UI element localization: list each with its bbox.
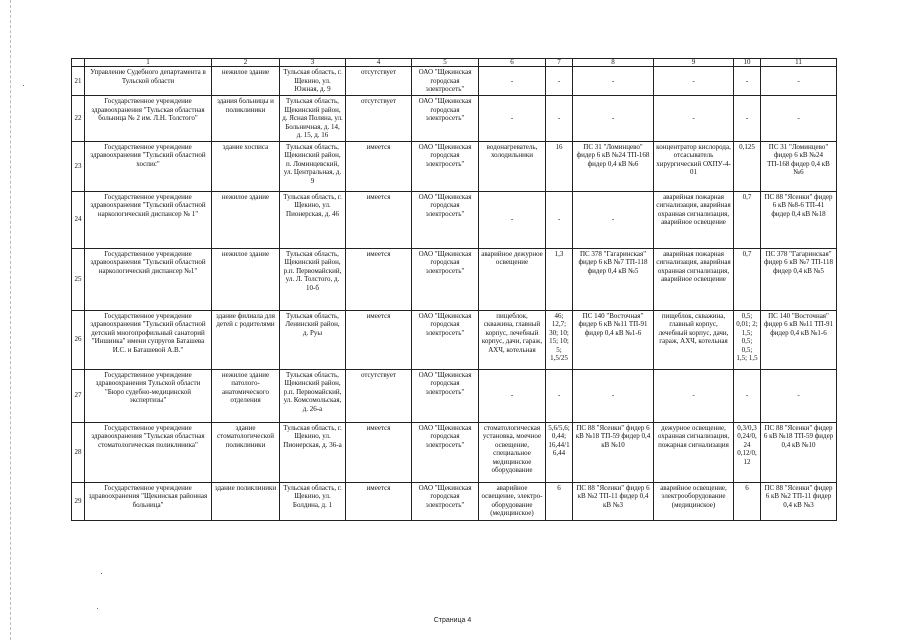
cell-c1: Государственное учреждение здравоохранения "Тульский областной детский многопрофильный санаторий "Иншинка" имени супругов Баташева И.С. и Баташевой А.В." — [85, 310, 212, 369]
cell-c3: Тульская область, г. Щекино, ул. Пионерская, д. 46 — [280, 191, 346, 248]
cell-c9: пищеблок, скважина, главный корпус, лечебный корпус, дачи, гараж, АХЧ, котельная — [654, 310, 734, 369]
table-row — [72, 191, 837, 248]
header-cell: 9 — [654, 59, 734, 67]
cell-c1: Государственное учреждение здравоохранения "Тульский областной наркологический диспансер № 1" — [85, 191, 212, 248]
cell-c9: аварийное освещение, электрооборудование (медицинское) — [654, 482, 734, 520]
header-cell: 11 — [761, 59, 837, 67]
cell-c6: водонагреватель, холодильники — [479, 141, 546, 191]
table-row — [72, 248, 837, 310]
cell-c9: аварийная пожарная сигнализация, аварийная охранная сигнализация, аварийное освещение — [654, 191, 734, 248]
cell-c4: имеется — [346, 422, 412, 482]
table-row — [72, 310, 837, 369]
cell-c7: 5,6/5,6; 0,44; 16,44/16,44 — [546, 422, 573, 482]
row-number: 23 — [72, 141, 85, 191]
cell-c6: стоматологическая установка, моечное освещение, специальное медицинское оборудование — [479, 422, 546, 482]
cell-c6: - — [479, 369, 546, 422]
cell-c2: здание хосписа — [212, 141, 280, 191]
cell-c8: - — [573, 67, 654, 96]
cell-c5: ОАО "Щекинская городская электросеть" — [412, 67, 479, 96]
cell-c5: ОАО "Щекинская городская электросеть" — [412, 369, 479, 422]
cell-c1: Государственное учреждение здравоохранения Тульской области "Бюро судебно-медицинской экспертизы" — [85, 369, 212, 422]
cell-c10: 6 — [734, 482, 761, 520]
facilities-table — [71, 58, 837, 521]
cell-c1: Государственное учреждение здравоохранения "Тульская областная больница № 2 им. Л.Н. Толстого" — [85, 96, 212, 142]
cell-c8: - — [573, 369, 654, 422]
table-row — [72, 369, 837, 422]
cell-c10: 0,7 — [734, 248, 761, 310]
cell-c11: ПС 88 "Ясенки" фидер 6 кВ №8-6 ТП-41 фидер 0,4 кВ №18 — [761, 191, 837, 248]
row-number: 26 — [72, 310, 85, 369]
cell-c4: отсутствует — [346, 67, 412, 96]
cell-c4: имеется — [346, 191, 412, 248]
cell-c5: ОАО "Щекинская городская электросеть" — [412, 422, 479, 482]
cell-c11: - — [761, 96, 837, 142]
cell-c10: - — [734, 96, 761, 142]
row-number: 22 — [72, 96, 85, 142]
cell-c11: ПС 88 "Ясенки" фидер 6 кВ №2 ТП-11 фидер 0,4 кВ №3 — [761, 482, 837, 520]
table-row — [72, 141, 837, 191]
scan-speck — [97, 608, 98, 609]
cell-c3: Тульская область, Ленинский район, д. Руы — [280, 310, 346, 369]
cell-c3: Тульская область, Щекинский район, п. Ломинцевский, ул. Центральная, д. 9 — [280, 141, 346, 191]
cell-c8: - — [573, 96, 654, 142]
cell-c6: - — [479, 67, 546, 96]
row-number: 25 — [72, 248, 85, 310]
header-cell: 1 — [85, 59, 212, 67]
header-cell: 3 — [280, 59, 346, 67]
cell-c3: Тульская область, г. Щекино, ул. Пионерская, д. 36-а — [280, 422, 346, 482]
cell-c11: - — [761, 67, 837, 96]
header-cell: 5 — [412, 59, 479, 67]
cell-c5: ОАО "Щекинская городская электросеть" — [412, 191, 479, 248]
cell-c8: ПС 31 "Ломинцево" фидер 6 кВ №24 ТП-168 фидер 0,4 кВ №6 — [573, 141, 654, 191]
cell-c10: - — [734, 67, 761, 96]
cell-c8: ПС 378 "Гагаринская" фидер 6 кВ №7 ТП-118 фидер 0,4 кВ №5 — [573, 248, 654, 310]
table-row — [72, 482, 837, 520]
table-row — [72, 96, 837, 142]
cell-c5: ОАО "Щекинская городская электросеть" — [412, 310, 479, 369]
cell-c4: имеется — [346, 482, 412, 520]
cell-c2: здания больницы и поликлиники — [212, 96, 280, 142]
cell-c5: ОАО "Щекинская городская электросеть" — [412, 482, 479, 520]
cell-c9: концентратор кислорода, отсасыватель хирургический ОХПУ-4-01 — [654, 141, 734, 191]
cell-c10: 0,125 — [734, 141, 761, 191]
cell-c1: Государственное учреждение здравоохранения "Тульская областная стоматологическая поликлиника" — [85, 422, 212, 482]
cell-c5: ОАО "Щекинская городская электросеть" — [412, 248, 479, 310]
cell-c7: - — [546, 191, 573, 248]
cell-c9: - — [654, 67, 734, 96]
cell-c6: аварийное освещение, электро-оборудование (медицинское) — [479, 482, 546, 520]
cell-c6: - — [479, 191, 546, 248]
cell-c3: Тульская область, Щекинский район, р.п. Первомайский, ул. Комсомольская, д. 26-а — [280, 369, 346, 422]
cell-c11: - — [761, 369, 837, 422]
cell-c8: - — [573, 191, 654, 248]
cell-c1: Государственное учреждение здравоохранения "Тульский областной наркологический диспансер №1" — [85, 248, 212, 310]
cell-c9: аварийная пожарная сигнализация, аварийная охранная сигнализация, аварийное освещение — [654, 248, 734, 310]
cell-c4: имеется — [346, 248, 412, 310]
header-cell: 6 — [479, 59, 546, 67]
header-cell-blank — [72, 59, 85, 67]
row-number: 28 — [72, 422, 85, 482]
cell-c7: - — [546, 67, 573, 96]
cell-c1: Государственное учреждение здравоохранения "Щекинская районная больница" — [85, 482, 212, 520]
row-number: 24 — [72, 191, 85, 248]
cell-c7: 16 — [546, 141, 573, 191]
cell-c3: Тульская область, г. Щекино, ул. Болдина, д. 1 — [280, 482, 346, 520]
cell-c10: 0,5; 0,01; 2; 1,5; 0,5; 0,5; 1,5; 1,5 — [734, 310, 761, 369]
cell-c10: - — [734, 369, 761, 422]
cell-c3: Тульская область, г. Щекино, ул. Южная, д. 9 — [280, 67, 346, 96]
header-cell: 2 — [212, 59, 280, 67]
cell-c11: ПС 88 "Ясенки" фидер 6 кВ №18 ТП-59 фидер 0,4 кВ №10 — [761, 422, 837, 482]
cell-c9: - — [654, 96, 734, 142]
cell-c4: отсутствует — [346, 369, 412, 422]
cell-c8: ПС 140 "Восточная" фидер 6 кВ №11 ТП-91 фидер 0,4 кВ №1-6 — [573, 310, 654, 369]
row-number: 27 — [72, 369, 85, 422]
cell-c6: аварийное дежурное освещение — [479, 248, 546, 310]
cell-c2: здание филиала для детей с родителями — [212, 310, 280, 369]
cell-c1: Управление Судебного департамента в Тульской области — [85, 67, 212, 96]
row-number: 21 — [72, 67, 85, 96]
binder-margin-line — [10, 0, 11, 640]
cell-c11: ПС 31 "Ломинцево" фидер 6 кВ №24 ТП-168 фидер 0,4 кВ №6 — [761, 141, 837, 191]
cell-c1: Государственное учреждение здравоохранения "Тульский областной хоспис" — [85, 141, 212, 191]
scan-speck — [23, 85, 24, 86]
cell-c4: отсутствует — [346, 96, 412, 142]
cell-c11: ПС 140 "Восточная" фидер 6 кВ №11 ТП-91 фидер 0,4 кВ №1-6 — [761, 310, 837, 369]
cell-c9: дежурное освещение, охранная сигнализация, пожарная сигнализация — [654, 422, 734, 482]
header-cell: 10 — [734, 59, 761, 67]
cell-c10: 0,7 — [734, 191, 761, 248]
row-number: 29 — [72, 482, 85, 520]
cell-c5: ОАО "Щекинская городская электросеть" — [412, 96, 479, 142]
cell-c2: нежилое здание — [212, 67, 280, 96]
page-number: Страница 4 — [433, 617, 472, 624]
cell-c3: Тульская область, Щекинский район, р.п. Первомайский, ул. Л. Толстого, д. 10-б — [280, 248, 346, 310]
cell-c2: нежилое здание патолого-анатомического отделения — [212, 369, 280, 422]
cell-c8: ПС 88 "Ясенки" фидер 6 кВ №18 ТП-59 фидер 0,4 кВ №10 — [573, 422, 654, 482]
cell-c7: 46; 12,7; 30; 10; 15; 10; 5; 1,5/25 — [546, 310, 573, 369]
cell-c6: - — [479, 96, 546, 142]
cell-c4: имеется — [346, 141, 412, 191]
header-cell: 8 — [573, 59, 654, 67]
header-cell: 7 — [546, 59, 573, 67]
cell-c7: 6 — [546, 482, 573, 520]
cell-c7: 1,3 — [546, 248, 573, 310]
cell-c7: - — [546, 96, 573, 142]
cell-c2: нежилое здание — [212, 191, 280, 248]
cell-c4: имеется — [346, 310, 412, 369]
cell-c11: ПС 378 "Гагаринская" фидер 6 кВ №7 ТП-118 фидер 0,4 кВ №5 — [761, 248, 837, 310]
scan-speck — [101, 573, 102, 574]
cell-c6: пищеблок, скважина, главный корпус, лечебный корпус, дачи, гараж, АХЧ, котельная — [479, 310, 546, 369]
header-row — [72, 59, 837, 67]
cell-c2: здание стоматологической поликлиники — [212, 422, 280, 482]
cell-c8: ПС 88 "Ясенки" фидер 6 кВ №2 ТП-11 фидер 0,4 кВ №3 — [573, 482, 654, 520]
cell-c10: 0,3/0,3 0,24/0,24 0,12/0,12 — [734, 422, 761, 482]
cell-c2: здание поликлиники — [212, 482, 280, 520]
table-row — [72, 422, 837, 482]
cell-c7: - — [546, 369, 573, 422]
table-row — [72, 67, 837, 96]
cell-c5: ОАО "Щекинская городская электросеть" — [412, 141, 479, 191]
cell-c9: - — [654, 369, 734, 422]
cell-c2: нежилое здание — [212, 248, 280, 310]
header-cell: 4 — [346, 59, 412, 67]
cell-c3: Тульская область, Щекинский район, д. Ясная Поляна, ул. Больничная, д. 14, д. 15, д. 16 — [280, 96, 346, 142]
